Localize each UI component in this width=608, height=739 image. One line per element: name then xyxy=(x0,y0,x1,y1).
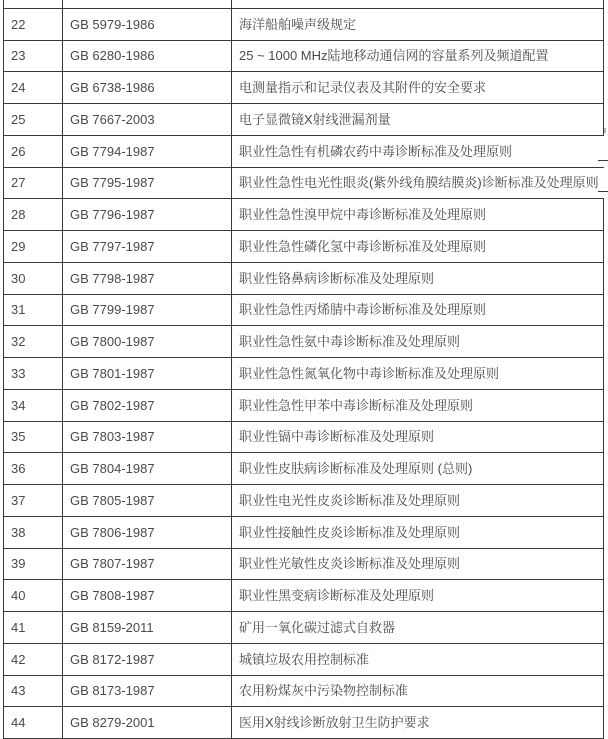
table-row xyxy=(4,643,604,675)
standard-title-cell: 矿用一氧化碳过滤式自救器 xyxy=(232,612,604,644)
row-number-cell: 41 xyxy=(4,612,63,644)
standard-title-cell: 职业性光敏性皮炎诊断标准及处理原则 xyxy=(232,548,604,580)
standard-code-cell: GB 7794-1987 xyxy=(63,135,232,167)
standard-title-cell: 电测量指示和记录仪表及其附件的安全要求 xyxy=(232,72,604,104)
row-number-cell: 35 xyxy=(4,421,63,453)
scrollbar-artifact xyxy=(604,128,606,133)
table-row xyxy=(4,580,604,612)
row-number-cell: 39 xyxy=(4,548,63,580)
row-number-cell: 38 xyxy=(4,516,63,548)
standard-code-cell: GB 8279-2001 xyxy=(63,707,232,739)
standard-code-cell: GB 8159-2011 xyxy=(63,612,232,644)
standard-title-cell: 职业性急性溴甲烷中毒诊断标准及处理原则 xyxy=(232,199,604,231)
standard-code-cell: GB 7805-1987 xyxy=(63,485,232,517)
row-number-cell: 34 xyxy=(4,389,63,421)
standard-code-cell: GB 7796-1987 xyxy=(63,199,232,231)
standard-code-cell: GB 7806-1987 xyxy=(63,516,232,548)
row-number-cell: 33 xyxy=(4,358,63,390)
row-number-cell: 42 xyxy=(4,643,63,675)
standard-title-cell: 职业性急性氨中毒诊断标准及处理原则 xyxy=(232,326,604,358)
table-row xyxy=(4,294,604,326)
row-number-cell: 28 xyxy=(4,199,63,231)
row-number-cell: 36 xyxy=(4,453,63,485)
table-row xyxy=(4,231,604,263)
table-row xyxy=(4,707,604,739)
row-number-cell: 24 xyxy=(4,72,63,104)
standard-code-cell: GB 7807-1987 xyxy=(63,548,232,580)
table-row xyxy=(4,167,604,199)
table-row xyxy=(4,548,604,580)
table-row xyxy=(4,389,604,421)
standard-code-cell: GB 7808-1987 xyxy=(63,580,232,612)
row-number-cell: 30 xyxy=(4,262,63,294)
standard-code-cell: GB 8173-1987 xyxy=(63,675,232,707)
table-row xyxy=(4,72,604,104)
row-number-cell: 22 xyxy=(4,8,63,40)
table-row xyxy=(4,199,604,231)
standard-title-cell: 职业性急性丙烯腈中毒诊断标准及处理原则 xyxy=(232,294,604,326)
standard-code-cell: GB 7804-1987 xyxy=(63,453,232,485)
standard-title-cell: 职业性急性有机磷农药中毒诊断标准及处理原则 xyxy=(232,135,604,167)
standard-code-cell: GB 6280-1986 xyxy=(63,40,232,72)
standard-title-cell: 城镇垃圾农用控制标准 xyxy=(232,643,604,675)
standard-code-cell: GB 7795-1987 xyxy=(63,167,232,199)
row-number-cell: 29 xyxy=(4,231,63,263)
row-number-cell: 23 xyxy=(4,40,63,72)
standard-code-cell: GB 7667-2003 xyxy=(63,104,232,136)
row-number-cell: 32 xyxy=(4,326,63,358)
standard-title-cell: 职业性皮肤病诊断标准及处理原则 (总则) xyxy=(232,453,604,485)
standard-title-cell: 职业性急性电光性眼炎(紫外线角膜结膜炎)诊断标准及处理原则 xyxy=(232,167,604,199)
standard-code-cell: GB 5979-1986 xyxy=(63,8,232,40)
table-row xyxy=(4,40,604,72)
table-row xyxy=(4,453,604,485)
standard-title-cell: 职业性接触性皮炎诊断标准及处理原则 xyxy=(232,516,604,548)
standard-code-cell: GB 7802-1987 xyxy=(63,389,232,421)
standard-code-cell: GB 7800-1987 xyxy=(63,326,232,358)
row-number-cell: 40 xyxy=(4,580,63,612)
standards-table xyxy=(3,0,604,739)
row-number-cell xyxy=(4,0,63,8)
row-number-cell: 44 xyxy=(4,707,63,739)
table-row xyxy=(4,262,604,294)
table-row xyxy=(4,135,604,167)
standard-title-cell: 医用X射线诊断放射卫生防护要求 xyxy=(232,707,604,739)
standard-code-cell xyxy=(63,0,232,8)
row-number-cell: 43 xyxy=(4,675,63,707)
row-number-cell: 25 xyxy=(4,104,63,136)
table-row xyxy=(4,421,604,453)
table-row-partial xyxy=(4,0,604,8)
standard-code-cell: GB 8172-1987 xyxy=(63,643,232,675)
standard-title-cell: 海洋船舶噪声级规定 xyxy=(232,8,604,40)
standard-code-cell: GB 7798-1987 xyxy=(63,262,232,294)
standard-title-cell: 职业性镉中毒诊断标准及处理原则 xyxy=(232,421,604,453)
row-number-cell: 27 xyxy=(4,167,63,199)
standard-title-cell: 职业性急性甲苯中毒诊断标准及处理原则 xyxy=(232,389,604,421)
standard-code-cell: GB 7797-1987 xyxy=(63,231,232,263)
standard-title-cell: 电子显微镜X射线泄漏剂量 xyxy=(232,104,604,136)
standard-title-cell: 职业性电光性皮炎诊断标准及处理原则 xyxy=(232,485,604,517)
table-row xyxy=(4,485,604,517)
row-border-extension-bottom xyxy=(598,191,608,192)
standard-title-cell: 职业性黑变病诊断标准及处理原则 xyxy=(232,580,604,612)
standard-title-cell: 25 ~ 1000 MHz陆地移动通信网的容量系列及频道配置 xyxy=(232,40,604,72)
standard-code-cell: GB 7803-1987 xyxy=(63,421,232,453)
table-row xyxy=(4,612,604,644)
standard-title-cell: 职业性急性磷化氢中毒诊断标准及处理原则 xyxy=(232,231,604,263)
row-number-cell: 31 xyxy=(4,294,63,326)
standard-code-cell: GB 7799-1987 xyxy=(63,294,232,326)
row-border-extension-top xyxy=(598,160,608,161)
table-row xyxy=(4,675,604,707)
standard-title-cell: 职业性铬鼻病诊断标准及处理原则 xyxy=(232,262,604,294)
row-number-cell: 26 xyxy=(4,135,63,167)
table-row xyxy=(4,358,604,390)
table-row xyxy=(4,326,604,358)
table-row xyxy=(4,8,604,40)
table-row xyxy=(4,104,604,136)
standard-code-cell: GB 6738-1986 xyxy=(63,72,232,104)
row-number-cell: 37 xyxy=(4,485,63,517)
standard-code-cell: GB 7801-1987 xyxy=(63,358,232,390)
table-row xyxy=(4,516,604,548)
standard-title-cell: 职业性急性氮氧化物中毒诊断标准及处理原则 xyxy=(232,358,604,390)
standard-title-cell: 农用粉煤灰中污染物控制标准 xyxy=(232,675,604,707)
standard-title-cell xyxy=(232,0,604,8)
